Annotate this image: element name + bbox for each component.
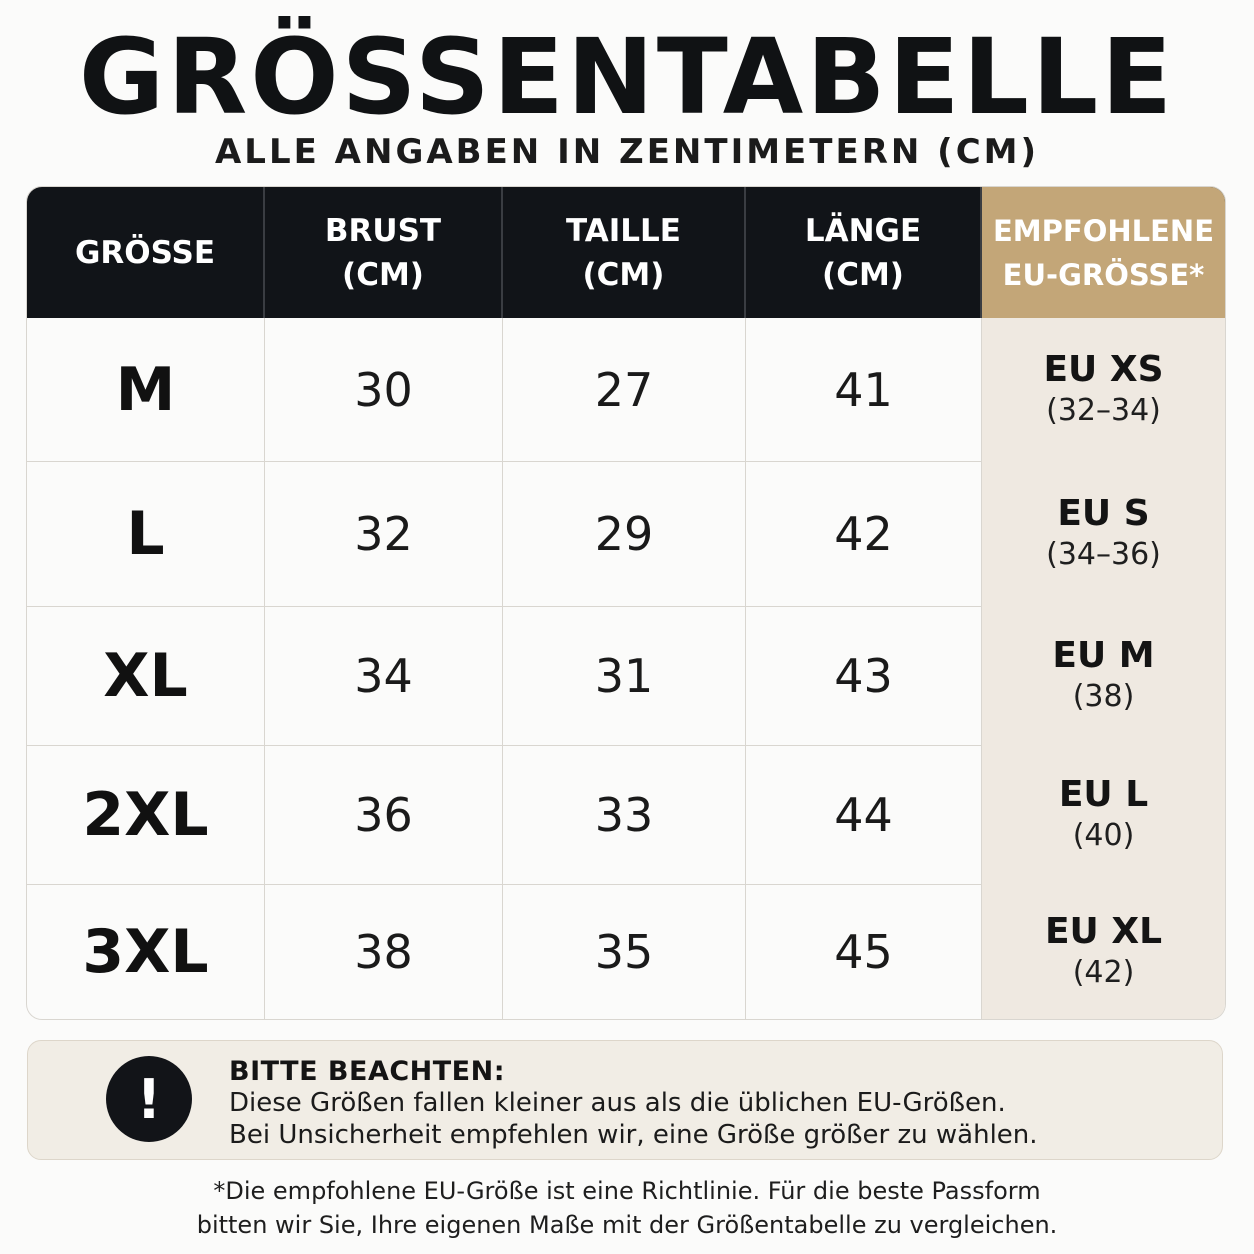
brust-cell: 32: [265, 461, 503, 606]
size-cell: M: [27, 318, 265, 461]
size-cell: L: [27, 461, 265, 606]
eu-size: EU M: [1052, 634, 1155, 676]
eu-size-range: (34–36): [1046, 536, 1161, 572]
table-header: [27, 187, 1225, 318]
header-unit: (CM): [342, 256, 424, 293]
eu-size: EU L: [1058, 773, 1149, 815]
eu-size-range: (42): [1072, 954, 1135, 990]
table-row: [27, 884, 1225, 1019]
taille-cell: 31: [503, 606, 746, 745]
brust-cell: 34: [265, 606, 503, 745]
eu-size-range: (38): [1072, 678, 1135, 714]
footnote-line-2: bitten wir Sie, Ihre eigenen Maße mit der Größentabelle zu vergleichen.: [196, 1211, 1058, 1239]
size-cell: 3XL: [27, 884, 265, 1019]
brust-cell: 36: [265, 745, 503, 884]
footnote-line-1: *Die empfohlene EU-Größe ist eine Richtlinie. Für die beste Passform: [213, 1177, 1041, 1205]
eu-size-cell: [982, 461, 1225, 606]
size-table: [26, 186, 1226, 1020]
header-label: EMPFOHLENE: [992, 213, 1215, 248]
header-unit: (CM): [582, 256, 665, 293]
laenge-cell: 45: [746, 884, 982, 1019]
exclamation-icon: !: [106, 1056, 192, 1142]
size-cell: 2XL: [27, 745, 265, 884]
header-eu-groesse: [982, 187, 1225, 318]
notice-line-1: Diese Größen fallen kleiner aus als die üblichen EU-Größen.: [229, 1088, 1006, 1118]
table-row: [27, 745, 1225, 885]
size-cell: XL: [27, 606, 265, 745]
notice-title: BITTE BEACHTEN:: [229, 1056, 506, 1087]
header-taille: [503, 187, 746, 318]
laenge-cell: 41: [746, 318, 982, 461]
brust-cell: 30: [265, 318, 503, 461]
eu-size-range: (40): [1072, 817, 1135, 853]
laenge-cell: 43: [746, 606, 982, 745]
brust-cell: 38: [265, 884, 503, 1019]
page-title: GRÖSSENTABELLE: [78, 16, 1176, 138]
taille-cell: 33: [503, 745, 746, 884]
laenge-cell: 44: [746, 745, 982, 884]
table-row: [27, 318, 1225, 462]
eu-size: EU S: [1057, 492, 1150, 534]
eu-size-cell: [982, 745, 1225, 884]
taille-cell: 35: [503, 884, 746, 1019]
header-laenge: [746, 187, 982, 318]
header-label: BRUST: [324, 212, 442, 249]
header-groesse: [27, 187, 265, 318]
eu-size-cell: [982, 318, 1225, 461]
taille-cell: 29: [503, 461, 746, 606]
eu-size: EU XS: [1043, 348, 1164, 390]
notice-line-2: Bei Unsicherheit empfehlen wir, eine Größe größer zu wählen.: [229, 1120, 1038, 1150]
header-unit: (CM): [822, 256, 904, 293]
page-subtitle: ALLE ANGABEN IN ZENTIMETERN (CM): [214, 132, 1040, 172]
eu-size-cell: [982, 606, 1225, 745]
table-row: [27, 606, 1225, 746]
notice-box: [27, 1040, 1223, 1160]
table-row: [27, 461, 1225, 607]
header-brust: [265, 187, 503, 318]
taille-cell: 27: [503, 318, 746, 461]
eu-size-range: (32–34): [1046, 392, 1161, 428]
laenge-cell: 42: [746, 461, 982, 606]
header-label: LÄNGE: [804, 212, 922, 249]
eu-size: EU XL: [1044, 910, 1163, 952]
header-label: GRÖSSE: [74, 234, 216, 271]
eu-size-cell: [982, 884, 1225, 1019]
header-label-2: EU-GRÖSSE*: [1002, 257, 1205, 292]
header-label: TAILLE: [566, 212, 681, 249]
